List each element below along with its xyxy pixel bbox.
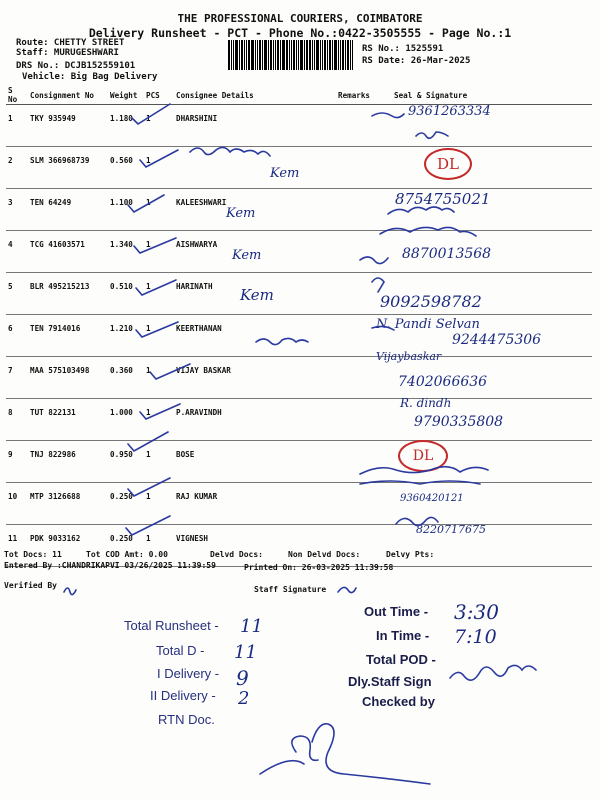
verified-by-label: Verified By — [4, 581, 57, 590]
stamp-checked-by: Checked by — [362, 694, 435, 709]
stamp-total-pod: Total POD - — [366, 652, 436, 667]
row-sno: 5 — [6, 273, 28, 315]
col-weight: Weight — [108, 86, 144, 105]
handwritten-name: N. Pandi Selvan — [376, 317, 480, 332]
row-consignment: TEN 64249 — [28, 189, 108, 231]
stamp-in-time: In Time - — [376, 628, 430, 643]
drs-number: DRS No.: DCJB152559101 — [16, 61, 136, 71]
tot-cod-amt: Tot COD Amt: 0.00 — [86, 550, 168, 559]
rs-number: RS No.: 1525591 — [362, 44, 444, 54]
handwritten-phone: 8870013568 — [402, 246, 492, 262]
row-consignee: KALEESHWARI — [174, 189, 336, 231]
handwritten-phone: 9790335808 — [414, 414, 504, 430]
row-consignee: VIJAY BASKAR — [174, 357, 336, 399]
stamp-i-delivery: I Delivery - — [157, 666, 220, 681]
row-sno: 3 — [6, 189, 28, 231]
row-consignment: TNJ 822986 — [28, 441, 108, 483]
row-pcs: 1 — [144, 231, 174, 273]
handwritten-phone: 9092598782 — [380, 292, 482, 311]
row-consignment: TKY 935949 — [28, 105, 108, 147]
row-pcs: 1 — [144, 483, 174, 525]
delvd-docs: Delvd Docs: — [210, 550, 263, 559]
row-sno: 10 — [6, 483, 28, 525]
row-consignee: BOSE — [174, 441, 336, 483]
row-pcs: 1 — [144, 147, 174, 189]
handwritten-note: Kem — [240, 286, 274, 304]
staff-signature-label: Staff Signature — [254, 585, 327, 594]
row-consignment: TEN 7914016 — [28, 315, 108, 357]
company-name: THE PROFESSIONAL COURIERS, COIMBATORE — [177, 12, 423, 25]
row-sno: 2 — [6, 147, 28, 189]
row-sno: 6 — [6, 315, 28, 357]
non-delvd-docs: Non Delvd Docs: — [288, 550, 361, 559]
row-sno: 9 — [6, 441, 28, 483]
row-weight: 0.250 — [108, 483, 144, 525]
row-sno: 4 — [6, 231, 28, 273]
stamp-dly-staff-sign: Dly.Staff Sign — [348, 674, 432, 689]
col-pcs: PCS — [144, 86, 174, 105]
col-remarks: Remarks — [336, 86, 392, 105]
row-pcs: 1 — [144, 525, 174, 567]
row-pcs: 1 — [144, 105, 174, 147]
row-pcs: 1 — [144, 273, 174, 315]
staff-label: Staff: MURUGESHWARI — [16, 48, 119, 58]
row-consignment: PDK 9033162 — [28, 525, 108, 567]
row-weight: 0.950 — [108, 441, 144, 483]
row-weight: 1.340 — [108, 231, 144, 273]
row-weight: 0.360 — [108, 357, 144, 399]
handwritten-phone: 8220717675 — [416, 523, 486, 536]
dl-stamp: DL — [398, 440, 448, 472]
row-consignment: MAA 575103498 — [28, 357, 108, 399]
row-pcs: 1 — [144, 357, 174, 399]
row-consignment: TCG 41603571 — [28, 231, 108, 273]
row-sno: 1 — [6, 105, 28, 147]
row-weight: 0.250 — [108, 525, 144, 567]
printed-on: Printed On: 26-03-2025 11:39:58 — [244, 563, 394, 572]
entered-by: Entered By :CHANDRIKAPVI 03/26/2025 11:39:59 — [4, 561, 216, 570]
row-consignment: TUT 822131 — [28, 399, 108, 441]
handwritten-phone: 9360420121 — [400, 493, 464, 504]
row-consignee: P.ARAVINDH — [174, 399, 336, 441]
delvy-pts: Delvy Pts: — [386, 550, 435, 559]
stamp-out-time: Out Time - — [364, 604, 429, 619]
route-label: Route: CHETTY STREET — [16, 38, 125, 48]
handwritten-phone: 8754755021 — [395, 190, 491, 208]
handwritten-i-delivery: 9 — [236, 666, 249, 690]
row-consignee: DHARSHINI — [174, 105, 336, 147]
handwritten-in-time: 7:10 — [454, 626, 497, 648]
row-weight: 0.560 — [108, 147, 144, 189]
handwritten-total-d: 11 — [234, 642, 257, 663]
handwritten-ii-delivery: 2 — [238, 688, 250, 709]
row-consignee: RAJ KUMAR — [174, 483, 336, 525]
handwritten-name: R. dindh — [400, 396, 452, 410]
handwritten-phone: 7402066636 — [398, 374, 488, 390]
row-sno: 8 — [6, 399, 28, 441]
row-consignment: BLR 495215213 — [28, 273, 108, 315]
col-seal-signature: Seal & Signature — [392, 86, 592, 105]
handwritten-runsheet-total: 11 — [240, 616, 263, 637]
runsheet-subtitle: Delivery Runsheet - PCT - Phone No.:0422-3505555 - Page No.:1 — [88, 26, 512, 40]
row-consignee: AISHWARYA — [174, 231, 336, 273]
row-consignment: SLM 366968739 — [28, 147, 108, 189]
row-sno: 7 — [6, 357, 28, 399]
col-consignee: Consignee Details — [174, 86, 336, 105]
row-consignee: VIGNESH — [174, 525, 336, 567]
row-pcs: 1 — [144, 441, 174, 483]
row-pcs: 1 — [144, 399, 174, 441]
row-weight: 1.210 — [108, 315, 144, 357]
stamp-rtn-doc: RTN Doc. — [158, 712, 215, 727]
row-consignee: KEERTHANAN — [174, 315, 336, 357]
dl-stamp: DL — [424, 148, 472, 180]
tot-docs: Tot Docs: 11 — [4, 550, 62, 559]
handwritten-phone: 9244475306 — [452, 332, 542, 348]
handwritten-note: Kem — [232, 248, 262, 263]
row-consignment: MTP 3126688 — [28, 483, 108, 525]
handwritten-out-time: 3:30 — [454, 600, 499, 624]
row-weight: 1.000 — [108, 399, 144, 441]
row-weight: 1.100 — [108, 189, 144, 231]
handwritten-note: Kem — [270, 166, 300, 181]
col-sno: S No — [6, 86, 28, 105]
row-sno: 11 — [6, 525, 28, 567]
row-pcs: 1 — [144, 315, 174, 357]
row-weight: 0.510 — [108, 273, 144, 315]
col-consignment: Consignment No — [28, 86, 108, 105]
row-consignee: HARINATH — [174, 273, 336, 315]
handwritten-note: Kem — [226, 206, 256, 221]
handwritten-name: Vijaybaskar — [376, 350, 442, 363]
stamp-total-runsheet: Total Runsheet - — [124, 618, 219, 633]
vehicle-label: Vehicle: Big Bag Delivery — [22, 72, 158, 82]
handwritten-phone: 9361263334 — [408, 104, 491, 119]
stamp-total-d: Total D - — [156, 643, 205, 658]
stamp-ii-delivery: II Delivery - — [150, 688, 216, 703]
row-pcs: 1 — [144, 189, 174, 231]
row-weight: 1.180 — [108, 105, 144, 147]
rs-date: RS Date: 26-Mar-2025 — [362, 56, 471, 66]
